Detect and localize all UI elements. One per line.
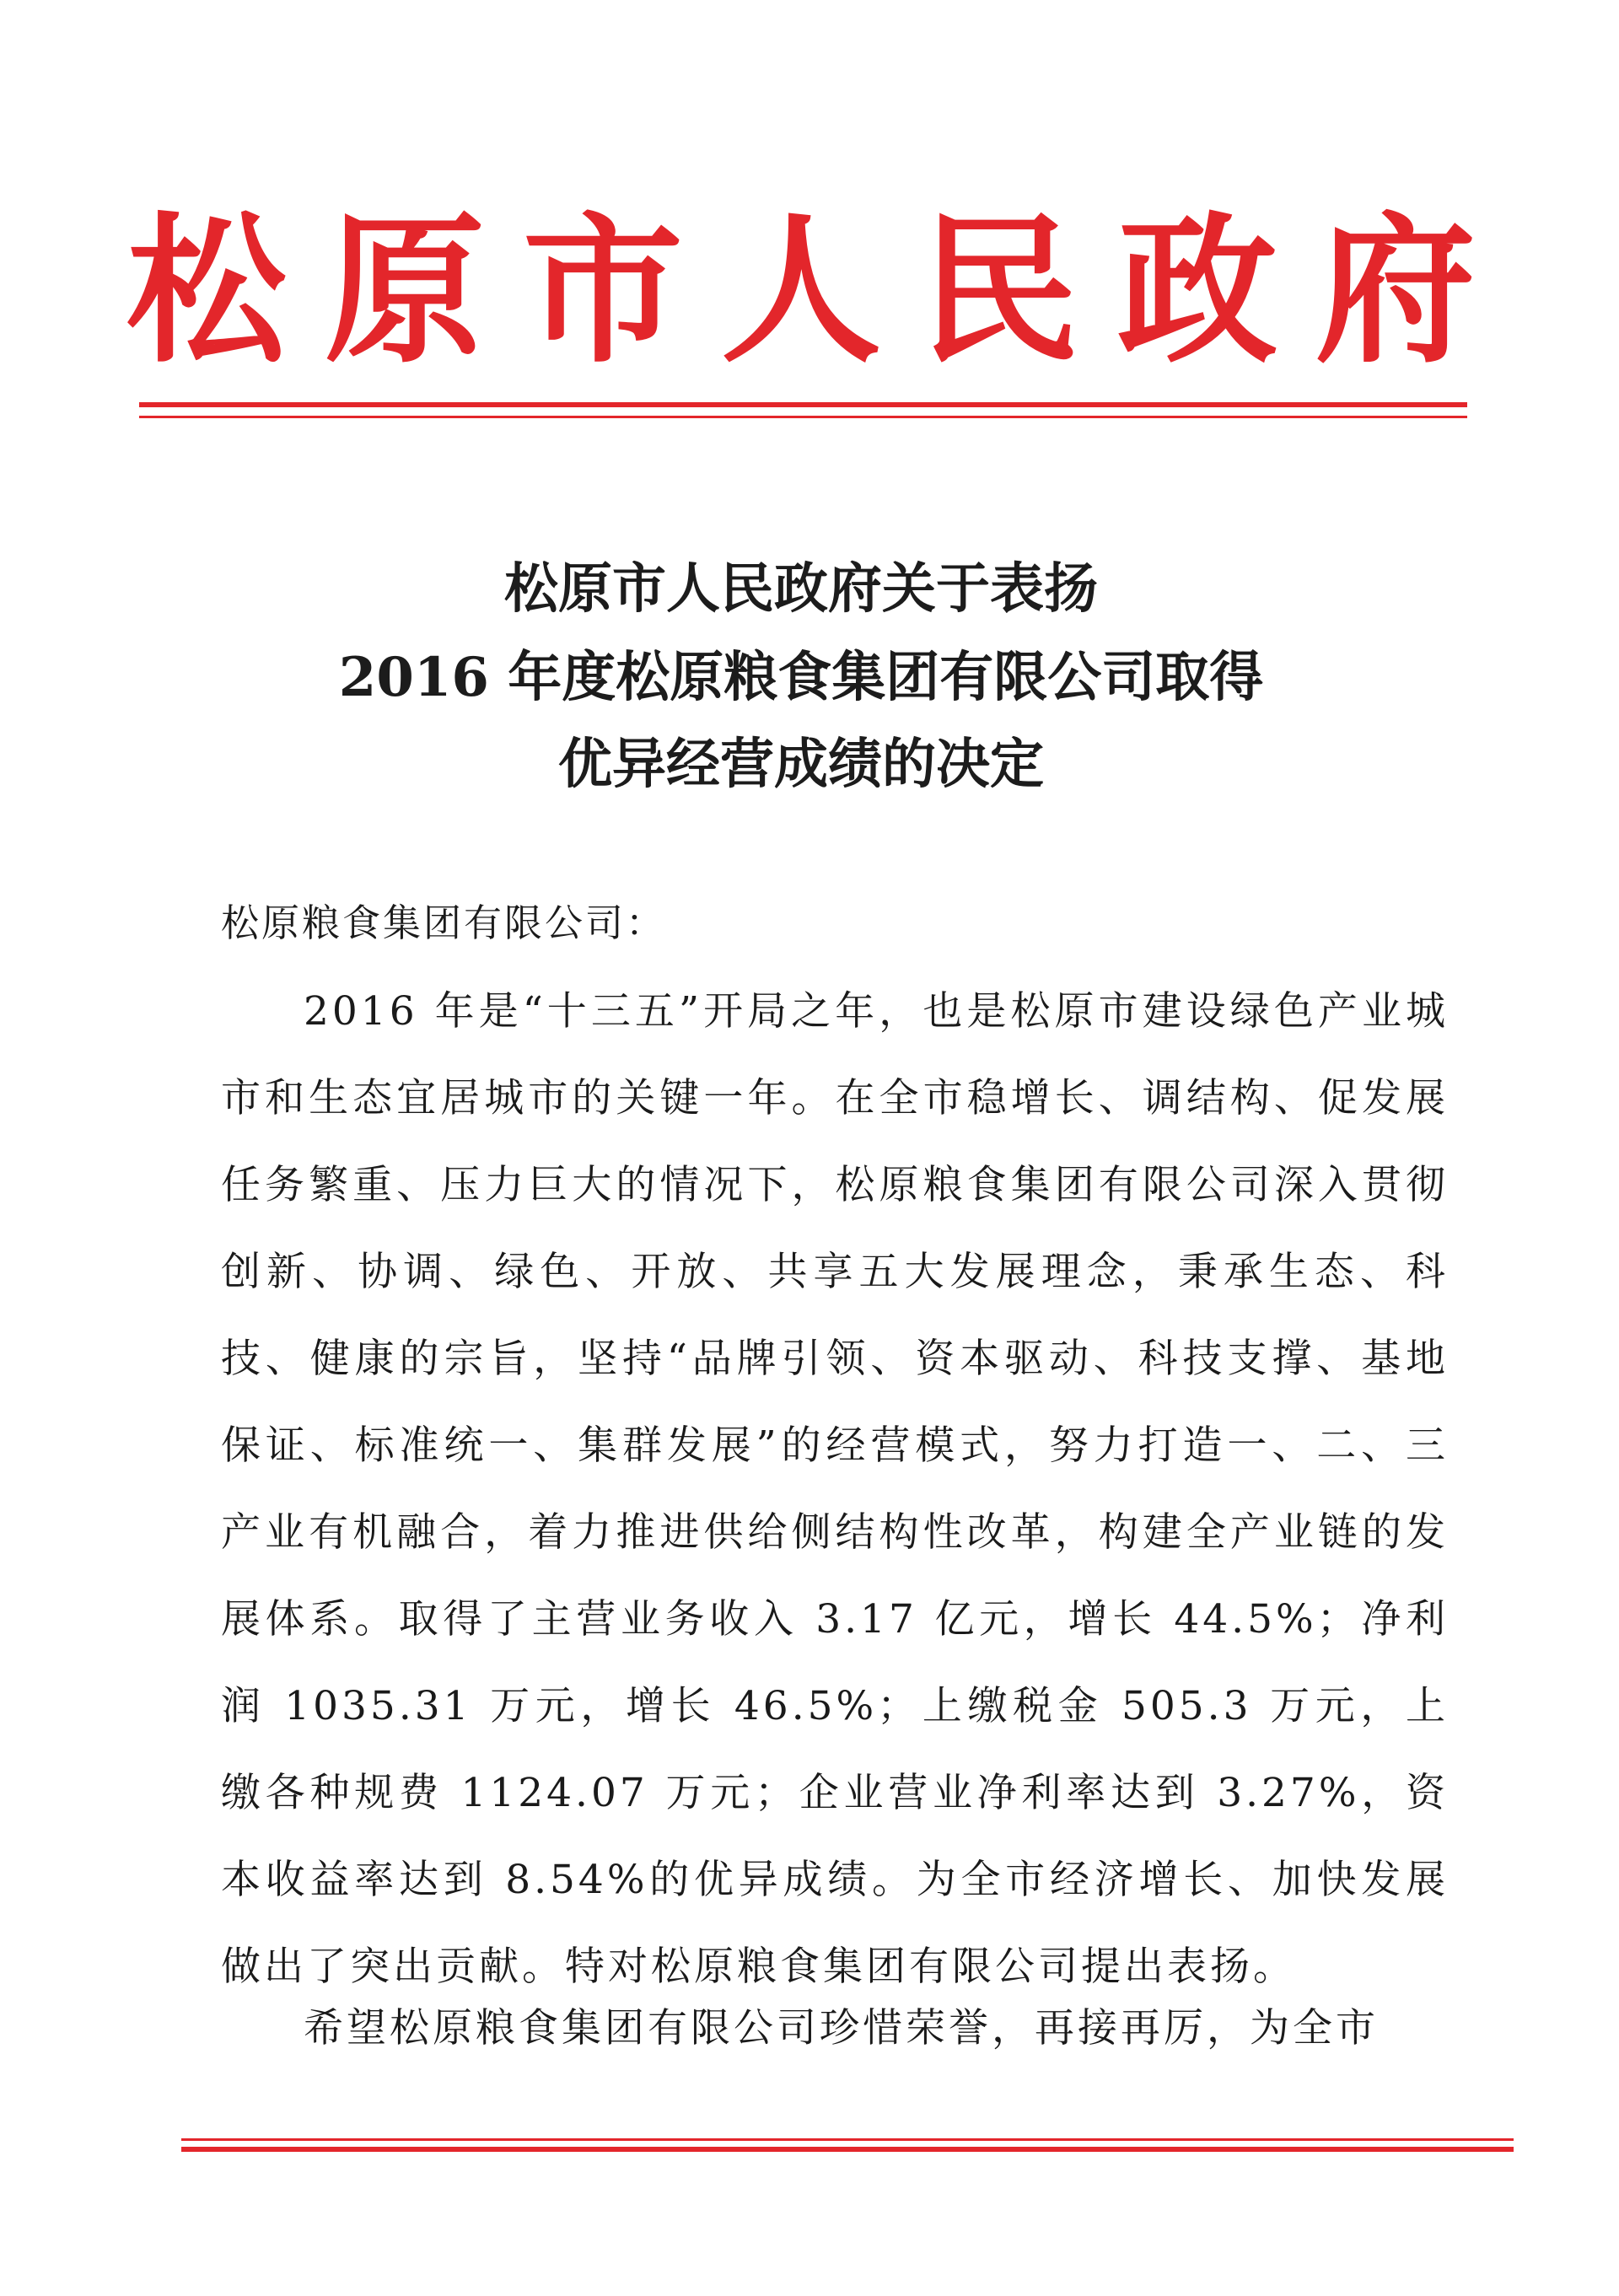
letterhead-char: 政 [1117,196,1278,384]
salutation: 松原粮食集团有限公司： [221,901,667,945]
document-title-line-2: 2016 年度松原粮食集团有限公司取得 [338,646,1264,709]
letterhead-char: 民 [919,196,1080,384]
body-paragraph-2: 希望松原粮食集团有限公司珍惜荣誉，再接再厉，为全市 [304,2005,1379,2051]
header-divider-thin [139,416,1467,418]
letterhead-char: 原 [325,196,486,384]
letterhead-char: 松 [126,196,288,384]
document-title-line-3: 优异经营成绩的决定 [558,733,1044,796]
footer-divider-thin [181,2138,1514,2141]
letterhead-char: 人 [721,196,882,384]
document-title-line-1: 松原市人民政府关于表扬 [504,557,1098,621]
footer-divider-thick [181,2147,1514,2152]
body-paragraph-1: 2016 年是“十三五”开局之年，也是松原市建设绿色产业城市和生态宜居城市的关键一年。在全市稳增长、调结构、促发展任务繁重、压力巨大的情况下，松原粮食集团有限公司深入贯彻创新、协调、绿色、开放、共享五大发展理念，秉承生态、科技、健康的宗旨，坚持“品牌引领、资本驱动、科技支撑、基地保证、标准统一、集群发展”的经营模式，努力打造一、二、三产业有机融合，着力推进供给侧结构性改革，构建全产业链的发展体系。取得了主营业务收入 3.17 亿元，增长 44.5%；净利润 1035.31 万元，增长 46.5%；上缴税金 505.3 万元，上缴各种规费 1124.07 万元；企业营业净利率达到 3.27%，资本收益率达到 8.54%的优异成绩。为全市经济增长、加快发展做出了突出贡献。特对松原粮食集团有限公司提出表扬。 [221,988,1449,1990]
letterhead [126,190,1476,392]
header-divider-thick [139,402,1467,407]
letterhead-char: 市 [523,196,684,384]
letterhead-char: 府 [1315,196,1476,384]
